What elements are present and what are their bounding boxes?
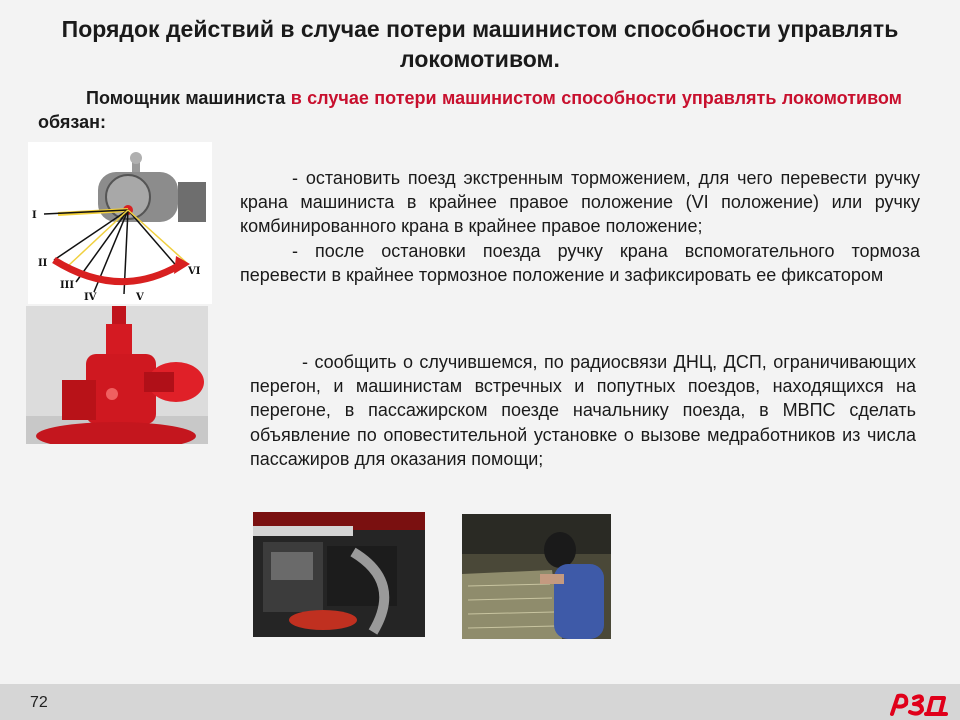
dispatcher-graphic — [462, 514, 611, 639]
cab-radio-photo — [253, 512, 425, 637]
action-auxiliary-brake: - после остановки поезда ручку крана вспомогательного тормоза перевести в крайнее тормозное положение и зафиксировать ее фиксатором — [240, 240, 920, 285]
cab-radio-graphic — [253, 512, 425, 637]
action-emergency-braking: - остановить поезд экстренным торможением, для чего перевести ручку крана машиниста в крайнее правое положение (VI положение) или ручку комбинированного крана в крайнее правое положение; — [240, 168, 920, 237]
action-block-report — [250, 350, 916, 471]
auxiliary-brake-photo — [26, 306, 208, 444]
slide-footer — [0, 684, 960, 720]
position-label-5: V — [136, 292, 144, 303]
intro-subject: Помощник машиниста — [86, 88, 286, 108]
crane-diagram-graphic — [28, 142, 212, 304]
page-number: 72 — [30, 694, 48, 711]
action-report-radio: - сообщить о случившемся, по радиосвязи ДНЦ, ДСП, ограничивающих перегон, и машинистам встречных и попутных поездов, находящихся на перегоне, в пассажирском поезде начальнику поезда, в МВПС сделать объявление по оповестительной установке о вызове медработников из числа пассажиров для оказания помощи; — [250, 352, 916, 469]
position-label-3: III — [60, 280, 75, 291]
rzd-logo-icon — [888, 688, 952, 718]
intro-paragraph — [38, 86, 902, 134]
auxiliary-brake-graphic — [26, 306, 208, 444]
intro-obligation: обязан: — [38, 112, 106, 132]
position-label-4: IV — [84, 292, 97, 303]
crane-positions-diagram — [28, 142, 212, 304]
dispatcher-photo — [462, 514, 611, 639]
intro-condition: в случае потери машинистом способности управлять локомотивом — [290, 88, 902, 108]
position-label-6: VI — [188, 266, 201, 277]
slide-title: Порядок действий в случае потери машинистом способности управлять локомотивом. — [61, 16, 899, 72]
position-label-2: II — [38, 258, 48, 269]
action-block-braking — [240, 166, 920, 287]
position-label-1: I — [32, 210, 37, 221]
